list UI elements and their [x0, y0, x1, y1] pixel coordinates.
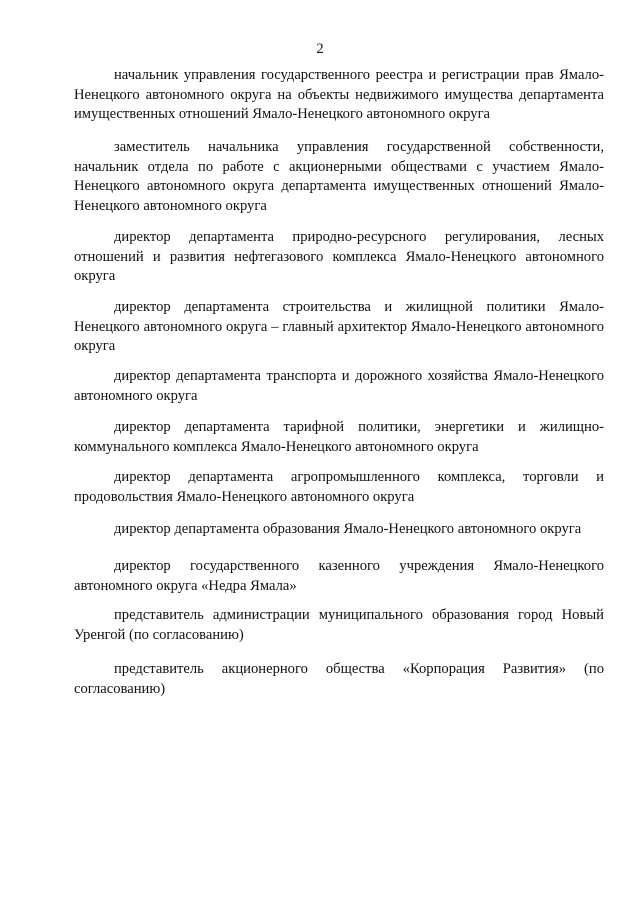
paragraph-10: представитель администрации муниципального образования город Новый Уренгой (по согласованию): [74, 607, 604, 643]
paragraph-7: директор департамента агропромышленного комплекса, торговли и продовольствия Ямало-Ненецкого автономного округа: [74, 469, 604, 505]
page-number: 2: [316, 41, 324, 57]
paragraph-1: начальник управления государственного реестра и регистрации прав Ямало-Ненецкого автономного округа на объекты недвижимого имущества департамента имущественных отношений Ямало-Ненецкого автономного округа: [74, 67, 604, 122]
paragraph-9: директор государственного казенного учреждения Ямало-Ненецкого автономного округа «Недра Ямала»: [74, 558, 604, 594]
paragraph-6: директор департамента тарифной политики, энергетики и жилищно-коммунального комплекса Ямало-Ненецкого автономного округа: [74, 419, 604, 455]
paragraph-2: заместитель начальника управления государственной собственности, начальник отдела по работе с акционерными обществами с участием Ямало-Ненецкого автономного округа департамента имущественных отношений Ямало-Ненецкого автономного округа: [74, 139, 604, 214]
paragraph-3: директор департамента природно-ресурсного регулирования, лесных отношений и развития нефтегазового комплекса Ямало-Ненецкого автономного округа: [74, 229, 604, 284]
paragraph-11: представитель акционерного общества «Корпорация Развития» (по согласованию): [74, 661, 604, 697]
paragraph-4: директор департамента строительства и жилищной политики Ямало-Ненецкого автономного округа – главный архитектор Ямало-Ненецкого автономного округа: [74, 299, 604, 354]
paragraph-8: директор департамента образования Ямало-Ненецкого автономного округа: [114, 521, 582, 537]
paragraph-5: директор департамента транспорта и дорожного хозяйства Ямало-Ненецкого автономного округа: [74, 368, 604, 404]
